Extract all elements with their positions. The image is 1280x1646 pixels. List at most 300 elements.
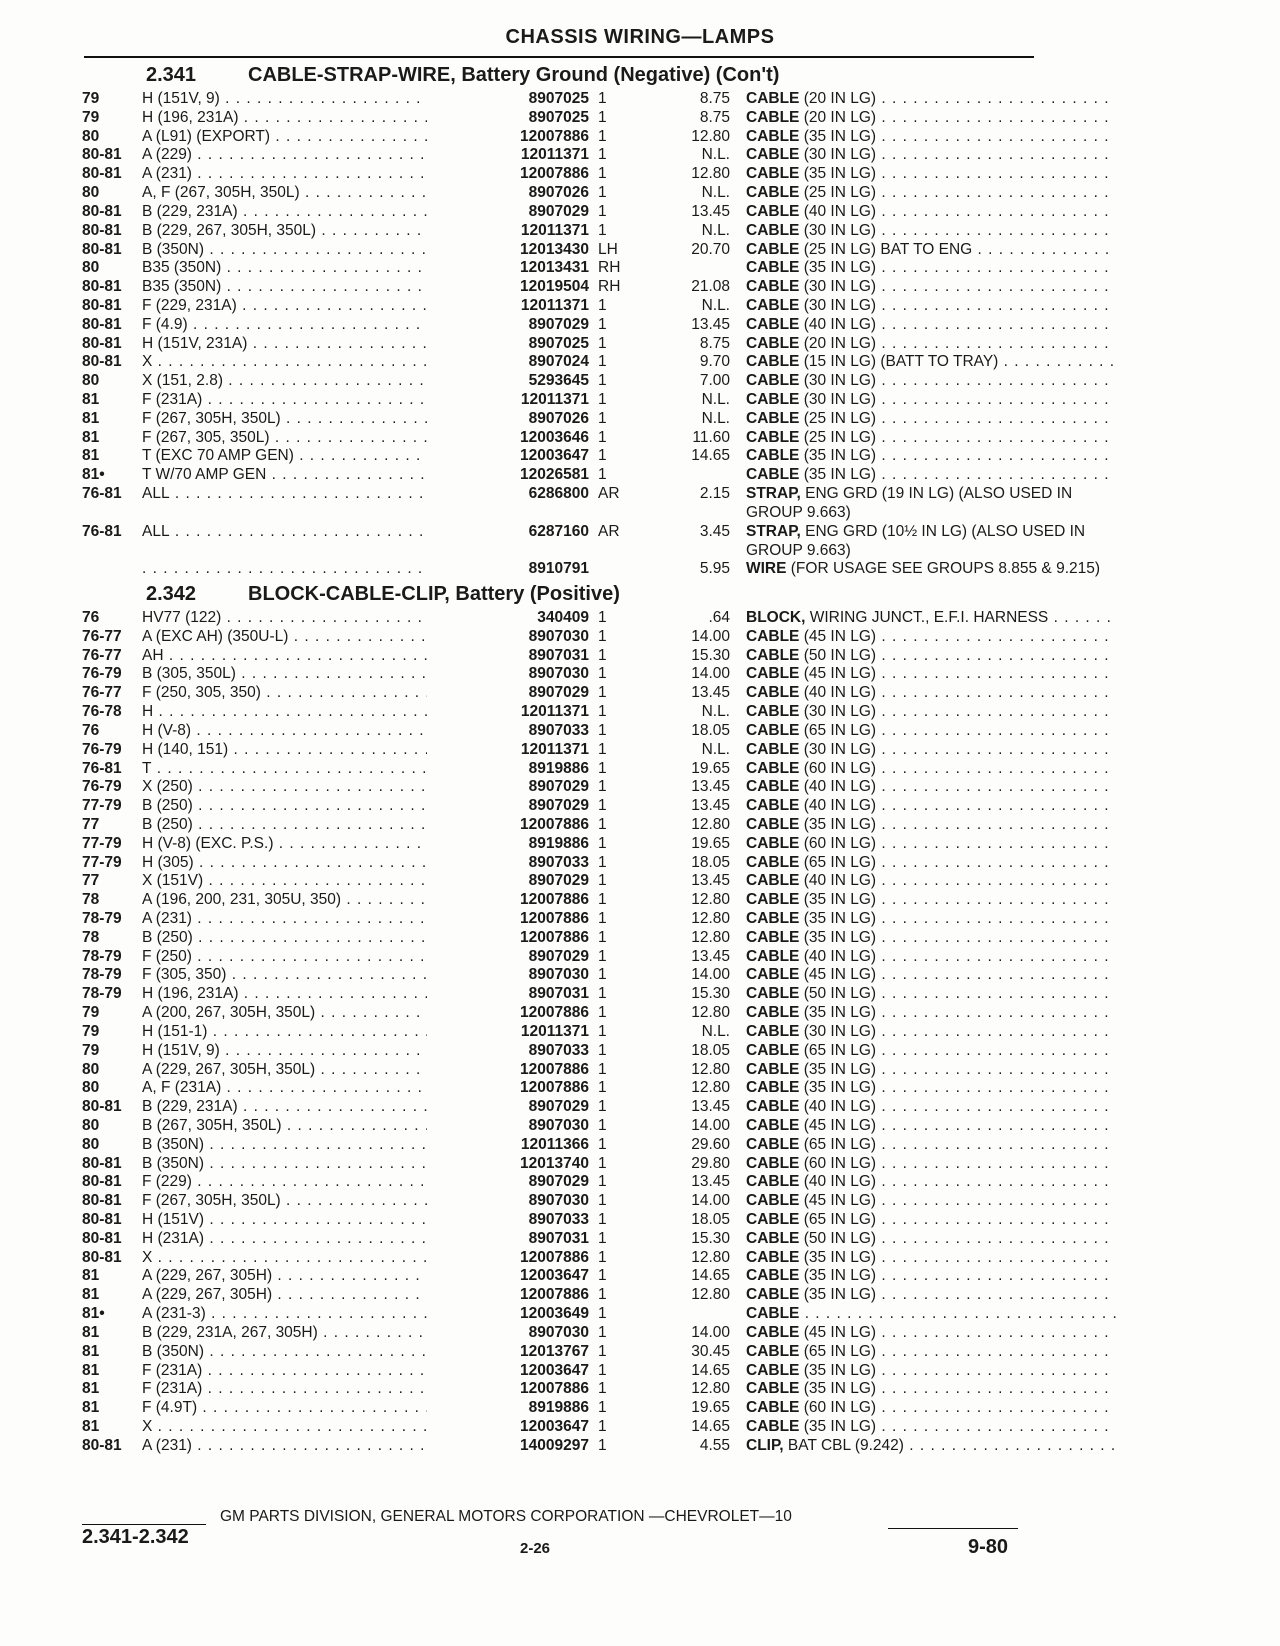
model-cell: B (229, 231A, 267, 305H) . . . [142,1324,492,1343]
quantity-cell: 1 [598,797,607,815]
parts-table-2-341 [82,90,1101,598]
description-cell [746,316,1116,335]
description-keyword: CABLE [746,834,800,852]
description-cell [746,684,1116,703]
part-number-cell: 12007886 [427,1249,589,1268]
description-detail: (60 IN LG) [799,1154,877,1172]
price-cell: 13.45 [691,1173,730,1191]
description-detail: (50 IN LG) [799,1229,877,1247]
table-row [82,741,1042,760]
description-keyword: CABLE [746,759,800,777]
quantity-cell: 1 [598,466,607,484]
model-cell: ALL . . . [142,523,492,542]
description-cell [746,1136,1116,1155]
description-detail: (30 IN LG) [799,221,877,239]
price-cell: 12.80 [691,928,730,946]
year-cell: 80-81 [82,1098,122,1116]
description-detail: (30 IN LG) [799,372,877,390]
year-cell: 78-79 [82,947,122,965]
year-cell: 80-81 [82,353,122,371]
price-cell: 2.15 [699,485,730,503]
part-number-cell: 14009297 [427,1437,589,1456]
year-cell: 78-79 [82,985,122,1003]
price-cell: 14.00 [691,1192,730,1210]
description-text [746,816,1116,833]
description-keyword: CABLE [746,1361,800,1379]
model-cell: F (250, 305, 350) . . . [142,684,492,703]
description-cell [746,722,1116,741]
description-keyword: CABLE [746,1380,800,1398]
description-cell [746,353,1116,372]
table-row [82,985,1042,1004]
description-detail: (35 IN LG) [799,891,877,909]
year-cell: 77 [82,872,100,890]
price-cell: 19.65 [691,834,730,852]
price-cell: 9.70 [699,353,730,371]
quantity-cell: LH [598,240,618,258]
description-cell [746,985,1116,1004]
part-number-cell: 12011366 [427,1136,589,1155]
description-text [746,1155,1116,1172]
year-cell: 81 [82,1342,100,1360]
price-cell: 19.65 [691,759,730,777]
part-number-cell: 8907033 [427,854,589,873]
description-cell [746,1117,1116,1136]
part-number-cell: 12003647 [427,447,589,466]
description-text [746,316,1116,333]
description-text [746,353,1116,370]
part-number-cell: 12011371 [427,297,589,316]
price-cell: 12.80 [691,815,730,833]
description-keyword: CABLE [746,684,800,702]
quantity-cell: 1 [598,1173,607,1191]
price-cell: N.L. [701,409,730,427]
description-keyword: CABLE [746,1267,800,1285]
part-number-cell: 340409 [427,609,589,628]
description-keyword: CABLE [746,1229,800,1247]
quantity-cell: 1 [598,853,607,871]
description-cell [746,466,1116,485]
part-number-cell: 8907025 [427,335,589,354]
part-number-cell: 8907030 [427,1192,589,1211]
table-row [82,1305,1042,1324]
description-cell [746,760,1116,779]
model-cell: F (267, 305H, 350L) . . . [142,1192,492,1211]
model-cell: B (229, 267, 305H, 350L) . . . [142,222,492,241]
quantity-cell: 1 [598,1267,607,1285]
table-row [82,259,1042,278]
description-cell [746,1192,1116,1211]
description-detail: (45 IN LG) [799,1116,877,1134]
part-number-cell: 12013740 [427,1155,589,1174]
quantity-cell: 1 [598,985,607,1003]
description-keyword: CABLE [746,1022,800,1040]
description-detail: (35 IN LG) [799,928,877,946]
description-detail: (45 IN LG) [799,1192,877,1210]
table-row [82,1136,1042,1155]
title-rule [84,56,1034,58]
price-cell: 12.80 [691,1248,730,1266]
description-keyword: CABLE [746,1248,800,1266]
table-row [82,410,1042,429]
quantity-cell: 1 [598,184,607,202]
quantity-cell: 1 [598,1154,607,1172]
description-cell [746,1023,1116,1042]
table-row [82,872,1042,891]
quantity-cell: 1 [598,447,607,465]
table-row [82,1155,1042,1174]
description-cell [746,410,1116,429]
description-text [746,297,1116,314]
description-detail: (25 IN LG) [799,409,877,427]
price-cell: 13.45 [691,797,730,815]
quantity-cell: 1 [598,928,607,946]
model-cell: H (231A) . . . [142,1230,492,1249]
description-detail: (40 IN LG) [799,872,877,890]
description-detail: (20 IN LG) [799,108,877,126]
description-cell [746,966,1116,985]
quantity-cell: 1 [598,1399,607,1417]
model-cell: F (267, 305H, 350L) . . . [142,410,492,429]
description-text [746,109,1116,126]
year-cell: 79 [82,90,100,107]
description-text [746,203,1116,220]
description-text [746,835,1116,852]
quantity-cell: 1 [598,778,607,796]
description-detail: (35 IN LG) [799,127,877,145]
price-cell: 12.80 [691,1380,730,1398]
quantity-cell: 1 [598,146,607,164]
price-cell: N.L. [701,1022,730,1040]
year-cell: 80-81 [82,221,122,239]
footer-publisher: GM PARTS DIVISION, GENERAL MOTORS CORPORATION —CHEVROLET—10 [220,1508,792,1525]
description-text [746,335,1116,352]
year-cell: 79 [82,1041,100,1059]
part-number-cell: 12003646 [427,429,589,448]
description-keyword: CABLE [746,721,800,739]
table-row [82,797,1042,816]
description-keyword: CABLE [746,1192,800,1210]
description-text [746,1343,1116,1360]
quantity-cell: 1 [598,1022,607,1040]
part-number-cell: 5293645 [427,372,589,391]
description-keyword: CABLE [746,409,800,427]
model-cell: F (231A) . . . [142,1380,492,1399]
description-detail: (35 IN LG) [799,1248,877,1266]
part-number-cell: 12007886 [427,816,589,835]
description-keyword: CABLE [746,1060,800,1078]
description-text [746,1098,1116,1115]
model-cell: X (151V) . . . [142,872,492,891]
parts-table-2-342 [82,609,1049,1456]
model-cell: F (231A) . . . [142,1362,492,1381]
description-text [746,1437,1116,1454]
footer-page-number: 2-26 [520,1540,551,1557]
table-row [82,222,1042,241]
table-row [82,1004,1042,1023]
description-cell [746,90,1116,109]
quantity-cell: RH [598,278,621,296]
description-keyword: CABLE [746,184,800,202]
quantity-cell: 1 [598,353,607,371]
description-text [746,429,1116,446]
model-cell: B (267, 305H, 350L) . . . [142,1117,492,1136]
part-number-cell: 12013430 [427,241,589,260]
table-row [82,1211,1042,1230]
description-cell [746,835,1116,854]
part-number-cell: 8907030 [427,1324,589,1343]
description-keyword: CABLE [746,1323,800,1341]
description-text [746,778,1116,795]
description-cell [746,1418,1116,1437]
model-cell: X . . . [142,1418,492,1437]
model-cell: B (250) . . . [142,929,492,948]
description-detail: (35 IN LG) [799,1004,877,1022]
model-cell: H (151V) . . . [142,1211,492,1230]
description-cell [746,1098,1116,1117]
description-detail: (15 IN LG) (BATT TO TRAY) [799,353,999,371]
table-row [82,1267,1042,1286]
description-cell [746,1042,1116,1061]
description-cell [746,1230,1116,1249]
year-cell: 76-77 [82,684,122,702]
description-keyword: CABLE [746,1305,800,1323]
description-text [746,1286,1116,1303]
model-cell: B35 (350N) . . . [142,259,492,278]
description-cell [746,778,1116,797]
price-cell: 15.30 [691,985,730,1003]
part-number-cell: 8907029 [427,1098,589,1117]
table-row [82,628,1042,647]
description-keyword: CABLE [746,165,800,183]
description-cell [746,1155,1116,1174]
model-cell: A (231-3) . . . [142,1305,492,1324]
description-text [746,1399,1116,1416]
description-detail: (40 IN LG) [799,778,877,796]
model-cell: H (V-8) (EXC. P.S.) . . . [142,835,492,854]
price-cell: 13.45 [691,315,730,333]
description-text [746,1211,1116,1228]
table-row [82,1173,1042,1192]
description-keyword: CABLE [746,278,800,296]
part-number-cell: 12011371 [427,222,589,241]
part-number-cell: 12007886 [427,1286,589,1305]
quantity-cell: 1 [598,428,607,446]
table-row [82,1324,1042,1343]
description-cell [746,872,1116,891]
model-cell: B (350N) . . . [142,241,492,260]
description-keyword: CABLE [746,1116,800,1134]
table-row [82,835,1042,854]
description-detail: (40 IN LG) [799,684,877,702]
description-cell [746,184,1116,203]
price-cell: 12.80 [691,127,730,145]
description-detail: BAT CBL (9.242) [783,1436,904,1454]
model-cell: A (L91) (EXPORT) . . . [142,128,492,147]
part-number-cell: 12007886 [427,1079,589,1098]
part-number-cell: 8907031 [427,647,589,666]
table-row [82,1362,1042,1381]
part-number-cell: 12007886 [427,1004,589,1023]
description-detail: (30 IN LG) [799,278,877,296]
table-row [82,1399,1042,1418]
description-keyword: CABLE [746,334,800,352]
price-cell: N.L. [701,740,730,758]
table-row [82,647,1042,666]
description-text [746,966,1116,983]
part-number-cell: 12003647 [427,1267,589,1286]
part-number-cell: 12011371 [427,1023,589,1042]
year-cell: 80 [82,184,100,202]
price-cell: N.L. [701,184,730,202]
description-cell [746,741,1116,760]
description-detail: (35 IN LG) [799,259,877,277]
part-number-cell: 8907025 [427,109,589,128]
year-cell: 79 [82,1022,100,1040]
description-text [746,1079,1116,1096]
year-cell: 80 [82,259,100,277]
description-keyword: CABLE [746,447,800,465]
description-text [746,222,1116,239]
description-keyword: CABLE [746,966,800,984]
model-cell: H (V-8) . . . [142,722,492,741]
quantity-cell: 1 [598,1060,607,1078]
description-detail: (20 IN LG) [799,334,877,352]
model-cell: HV77 (122) . . . [142,609,492,628]
description-keyword: CABLE [746,1154,800,1172]
quantity-cell: 1 [598,1417,607,1435]
description-detail: WIRING JUNCT., E.F.I. HARNESS [805,609,1049,626]
quantity-cell: 1 [598,1098,607,1116]
part-number-cell: 12007886 [427,165,589,184]
part-number-cell: 8907033 [427,1042,589,1061]
description-text [746,1362,1116,1379]
quantity-cell: 1 [598,127,607,145]
description-cell [746,1286,1116,1305]
description-keyword: CABLE [746,372,800,390]
description-detail: (35 IN LG) [799,1267,877,1285]
description-cell [746,485,1116,523]
year-cell: 80-81 [82,278,122,296]
description-text [746,523,1101,561]
description-detail: (30 IN LG) [799,146,877,164]
year-cell: 81 [82,409,100,427]
description-keyword: STRAP, [746,485,801,503]
description-text [746,165,1116,182]
model-cell: X . . . [142,353,492,372]
description-text [746,90,1116,107]
year-cell: 76-79 [82,740,122,758]
model-cell: F (250) . . . [142,948,492,967]
description-cell [746,429,1116,448]
part-number-cell: 8907033 [427,722,589,741]
description-cell [746,1437,1116,1456]
table-row [82,722,1042,741]
part-number-cell: 12026581 [427,466,589,485]
year-cell: 81• [82,466,105,484]
price-cell: 5.95 [699,560,730,578]
price-cell: 18.05 [691,1211,730,1228]
description-text [746,760,1116,777]
table-row [82,929,1042,948]
year-cell: 80 [82,1060,100,1078]
price-cell: 13.45 [691,778,730,796]
description-text [746,1023,1116,1040]
model-cell: T (EXC 70 AMP GEN) . . . [142,447,492,466]
model-cell: F (4.9T) . . . [142,1399,492,1418]
description-cell [746,372,1116,391]
model-cell: A (231) . . . [142,1437,492,1456]
model-cell: B (229, 231A) . . . [142,1098,492,1117]
year-cell: 80-81 [82,165,122,183]
part-number-cell: 12003649 [427,1305,589,1324]
table-row [82,1192,1042,1211]
year-cell: 81• [82,1305,105,1323]
model-cell: H (151V, 9) . . . [142,1042,492,1061]
price-cell: 18.05 [691,721,730,739]
part-number-cell: 8907029 [427,316,589,335]
part-number-cell: 8919886 [427,1399,589,1418]
model-cell: H (305) . . . [142,854,492,873]
description-cell [746,222,1116,241]
quantity-cell: 1 [598,834,607,852]
quantity-cell: 1 [598,296,607,314]
description-cell [746,560,1116,579]
part-number-cell: 8907029 [427,872,589,891]
price-cell: 14.65 [691,447,730,465]
year-cell: 81 [82,1267,100,1285]
description-cell [746,703,1116,722]
model-cell: AH . . . [142,647,492,666]
year-cell: 76-77 [82,627,122,645]
price-cell: 18.05 [691,1041,730,1059]
description-keyword: CABLE [746,391,800,408]
description-cell [746,1324,1116,1343]
model-cell: A, F (231A) . . . [142,1079,492,1098]
model-cell: B35 (350N) . . . [142,278,492,297]
description-detail: (60 IN LG) [799,834,877,852]
model-cell: H (140, 151) . . . [142,741,492,760]
table-row [82,297,1042,316]
table-row [82,466,1042,485]
model-cell: H (151-1) . . . [142,1023,492,1042]
quantity-cell: 1 [598,1342,607,1360]
table-row [82,447,1042,466]
description-detail: (65 IN LG) [799,1211,877,1228]
table-row [82,184,1042,203]
year-cell: 76-81 [82,485,122,503]
description-keyword: CABLE [746,1211,800,1228]
quantity-cell: RH [598,259,621,277]
description-cell [746,203,1116,222]
model-cell: A (231) . . . [142,910,492,929]
description-cell [746,797,1116,816]
description-text [746,1230,1116,1247]
description-detail: (40 IN LG) [799,1098,877,1116]
table-row [82,391,1042,410]
quantity-cell: 1 [598,334,607,352]
table-row [82,1117,1042,1136]
table-row [82,778,1042,797]
description-detail: (25 IN LG) [799,184,877,202]
year-cell: 81 [82,1380,100,1398]
description-keyword: CABLE [746,947,800,965]
quantity-cell: 1 [598,740,607,758]
description-detail: (35 IN LG) [799,1361,877,1379]
quantity-cell: 1 [598,646,607,664]
description-detail: (35 IN LG) [799,466,877,484]
quantity-cell: 1 [598,202,607,220]
